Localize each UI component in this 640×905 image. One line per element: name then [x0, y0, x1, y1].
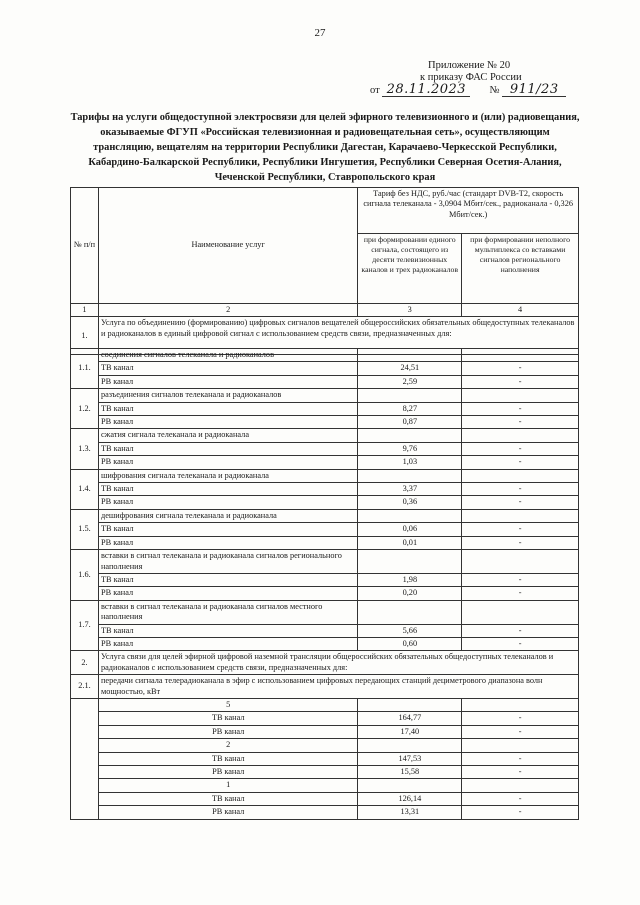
- appendix-number: Приложение № 20: [428, 60, 511, 71]
- channel-label: ТВ канал: [98, 573, 357, 586]
- power-value: 2: [98, 739, 357, 752]
- empty-cell: [462, 698, 579, 711]
- tariff-dash: -: [462, 587, 579, 600]
- channel-label: ТВ канал: [98, 624, 357, 637]
- value-row: [71, 523, 579, 536]
- tariff-value: 147,53: [358, 752, 462, 765]
- tariff-dash: -: [462, 752, 579, 765]
- tariff-dash: -: [462, 806, 579, 819]
- value-row: [71, 496, 579, 509]
- tariff-dash: -: [462, 483, 579, 496]
- tariff-value: 2,59: [358, 375, 462, 388]
- channel-label: ТВ канал: [98, 712, 357, 725]
- item-num: 1.1.: [71, 349, 99, 389]
- empty-cell: [462, 600, 579, 624]
- tariff-dash: -: [462, 573, 579, 586]
- item-label: шифрования сигнала телеканала и радиоканала: [98, 469, 357, 482]
- item-num: 1.5.: [71, 509, 99, 549]
- header-col-single-signal: при формировании единого сигнала, состоящего из десяти телевизионных каналов и трех радиоканалов: [358, 234, 462, 304]
- item-label: вставки в сигнал телеканала и радиоканала сигналов местного наполнения: [98, 600, 357, 624]
- value-row: [71, 792, 579, 805]
- channel-label: ТВ канал: [98, 792, 357, 805]
- channel-label: РВ канал: [98, 766, 357, 779]
- value-row: [71, 573, 579, 586]
- empty-cell: [462, 349, 579, 362]
- tariff-dash: -: [462, 712, 579, 725]
- document-title: Тарифы на услуги общедоступной электросвязи для целей эфирного телевизионного и (или) радиовещания, оказываемые ФГУП «Российская телевизионная и радиовещательная сеть», осуществляющим трансляцию, вещателям на территории Республики Дагестан, Карачаево-Черкесской Республики, Кабардино-Балкарской Республики, Республики Ингушетия, Республики Северная Осетия-Алания, Чеченской Республики, Ставропольского края: [70, 112, 580, 183]
- empty-cell: [462, 550, 579, 574]
- tariff-value: 3,37: [358, 483, 462, 496]
- header-col-service: Наименование услуг: [98, 188, 357, 304]
- channel-label: ТВ канал: [98, 402, 357, 415]
- table-row: [71, 550, 579, 574]
- tariff-items-table: [70, 348, 579, 820]
- table-row: [71, 469, 579, 482]
- empty-cell: [462, 509, 579, 522]
- channel-label: РВ канал: [98, 806, 357, 819]
- table-row: [71, 698, 579, 711]
- header-index-4: 4: [462, 304, 579, 317]
- item-label: дешифрования сигнала телеканала и радиоканала: [98, 509, 357, 522]
- empty-cell: [358, 469, 462, 482]
- empty-cell: [358, 550, 462, 574]
- table-row: [71, 651, 579, 675]
- section-1-num: 1.: [71, 317, 99, 355]
- empty-cell: [358, 509, 462, 522]
- table-row: [71, 389, 579, 402]
- handwritten-date: 28.11.2023: [382, 84, 470, 97]
- value-row: [71, 725, 579, 738]
- channel-label: РВ канал: [98, 416, 357, 429]
- section-2-num: 2.: [71, 651, 99, 675]
- table-row: [71, 779, 579, 792]
- value-row: [71, 536, 579, 549]
- tariff-dash: -: [462, 523, 579, 536]
- channel-label: РВ канал: [98, 496, 357, 509]
- tariff-value: 1,98: [358, 573, 462, 586]
- tariff-value: 0,20: [358, 587, 462, 600]
- item-num: 1.2.: [71, 389, 99, 429]
- header-index-1: 1: [71, 304, 99, 317]
- value-row: [71, 624, 579, 637]
- channel-label: РВ канал: [98, 375, 357, 388]
- value-row: [71, 402, 579, 415]
- value-row: [71, 712, 579, 725]
- tariff-value: 8,27: [358, 402, 462, 415]
- header-index-3: 3: [358, 304, 462, 317]
- power-value: 1: [98, 779, 357, 792]
- empty-cell: [462, 429, 579, 442]
- value-row: [71, 806, 579, 819]
- tariff-value: 5,66: [358, 624, 462, 637]
- value-row: [71, 416, 579, 429]
- value-row: [71, 375, 579, 388]
- item-21-num: 2.1.: [71, 675, 99, 699]
- value-row: [71, 637, 579, 650]
- tariff-value: 1,03: [358, 456, 462, 469]
- number-label: №: [489, 85, 500, 96]
- value-row: [71, 442, 579, 455]
- empty-cell: [462, 739, 579, 752]
- tariff-value: 9,76: [358, 442, 462, 455]
- page-number: 27: [314, 27, 326, 39]
- value-row: [71, 483, 579, 496]
- tariff-dash: -: [462, 637, 579, 650]
- table-row: [71, 600, 579, 624]
- tariff-value: 24,51: [358, 362, 462, 375]
- tariff-dash: -: [462, 362, 579, 375]
- value-row: [71, 587, 579, 600]
- empty-cell: [358, 389, 462, 402]
- empty-cell: [358, 779, 462, 792]
- channel-label: РВ канал: [98, 637, 357, 650]
- tariff-value: 15,58: [358, 766, 462, 779]
- item-num: 1.3.: [71, 429, 99, 469]
- item-label: вставки в сигнал телеканала и радиоканала сигналов регионального наполнения: [98, 550, 357, 574]
- header-col-partial-multiplex: при формировании неполного мультиплекса со вставками сигналов регионального наполнения: [462, 234, 579, 304]
- tariff-value: 0,87: [358, 416, 462, 429]
- power-value: 5: [98, 698, 357, 711]
- tariff-value: 164,77: [358, 712, 462, 725]
- value-row: [71, 362, 579, 375]
- channel-label: ТВ канал: [98, 483, 357, 496]
- value-row: [71, 456, 579, 469]
- handwritten-number: 911/23: [502, 84, 566, 97]
- tariff-dash: -: [462, 375, 579, 388]
- item-label: разъединения сигналов телеканала и радиоканалов: [98, 389, 357, 402]
- item-21-text: передачи сигнала телерадиоканала в эфир с использованием цифровых передающих станций дециметрового диапазона волн мощностью, кВт: [98, 675, 578, 699]
- empty-cell: [462, 779, 579, 792]
- tariff-dash: -: [462, 792, 579, 805]
- value-row: [71, 752, 579, 765]
- tariff-dash: -: [462, 725, 579, 738]
- value-row: [71, 766, 579, 779]
- item-label: сжатия сигнала телеканала и радиоканала: [98, 429, 357, 442]
- tariff-dash: -: [462, 442, 579, 455]
- channel-label: РВ канал: [98, 536, 357, 549]
- item-num: 1.7.: [71, 600, 99, 651]
- appendix-date-line: [370, 84, 566, 97]
- empty-cell: [358, 349, 462, 362]
- appendix-block: [370, 60, 566, 97]
- channel-label: РВ канал: [98, 587, 357, 600]
- channel-label: ТВ канал: [98, 442, 357, 455]
- table-row: [71, 429, 579, 442]
- channel-label: ТВ канал: [98, 523, 357, 536]
- tariff-value: 13,31: [358, 806, 462, 819]
- table-row: [71, 509, 579, 522]
- channel-label: РВ канал: [98, 725, 357, 738]
- tariff-dash: -: [462, 402, 579, 415]
- table-row: [71, 675, 579, 699]
- tariff-value: 0,36: [358, 496, 462, 509]
- tariff-dash: -: [462, 536, 579, 549]
- table-row: [71, 739, 579, 752]
- empty-cell: [358, 600, 462, 624]
- header-col-tariff: Тариф без НДС, руб./час (стандарт DVB-T2, скорость сигнала телеканала - 3,0904 Мбит/сек., радиоканала - 0,326 Мбит/сек.): [358, 188, 579, 234]
- appendix-order-ref: к приказу ФАС России: [420, 72, 522, 83]
- channel-label: РВ канал: [98, 456, 357, 469]
- from-label: от: [370, 85, 380, 96]
- tariff-dash: -: [462, 496, 579, 509]
- tariff-value: 0,06: [358, 523, 462, 536]
- tariff-dash: -: [462, 456, 579, 469]
- header-col-num: № п/п: [71, 188, 99, 304]
- channel-label: ТВ канал: [98, 752, 357, 765]
- empty-cell: [358, 698, 462, 711]
- header-index-2: 2: [98, 304, 357, 317]
- item-num: 1.4.: [71, 469, 99, 509]
- tariff-dash: -: [462, 624, 579, 637]
- item-num: 1.6.: [71, 550, 99, 601]
- section-2-text: Услуга связи для целей эфирной цифровой наземной трансляции общероссийских обязательных общедоступных телеканалов и радиоканалов с использованием средств связи, предназначенных для:: [98, 651, 578, 675]
- item-label: соединения сигналов телеканала и радиоканалов: [98, 349, 357, 362]
- channel-label: ТВ канал: [98, 362, 357, 375]
- tariff-value: 0,60: [358, 637, 462, 650]
- empty-cell: [358, 429, 462, 442]
- tariff-dash: -: [462, 416, 579, 429]
- table-row: [71, 349, 579, 362]
- tariff-dash: -: [462, 766, 579, 779]
- tariff-value: 0,01: [358, 536, 462, 549]
- empty-cell: [462, 469, 579, 482]
- tariff-table: [70, 187, 579, 355]
- tariff-value: 126,14: [358, 792, 462, 805]
- empty-cell: [358, 739, 462, 752]
- section-1-text: Услуга по объединению (формированию) цифровых сигналов вещателей общероссийских обязательных общедоступных телеканалов и радиоканалов в единый цифровой сигнал с использованием средств связи, предназначенных для:: [98, 317, 578, 355]
- empty-num-cell: [71, 698, 99, 819]
- empty-cell: [462, 389, 579, 402]
- tariff-value: 17,40: [358, 725, 462, 738]
